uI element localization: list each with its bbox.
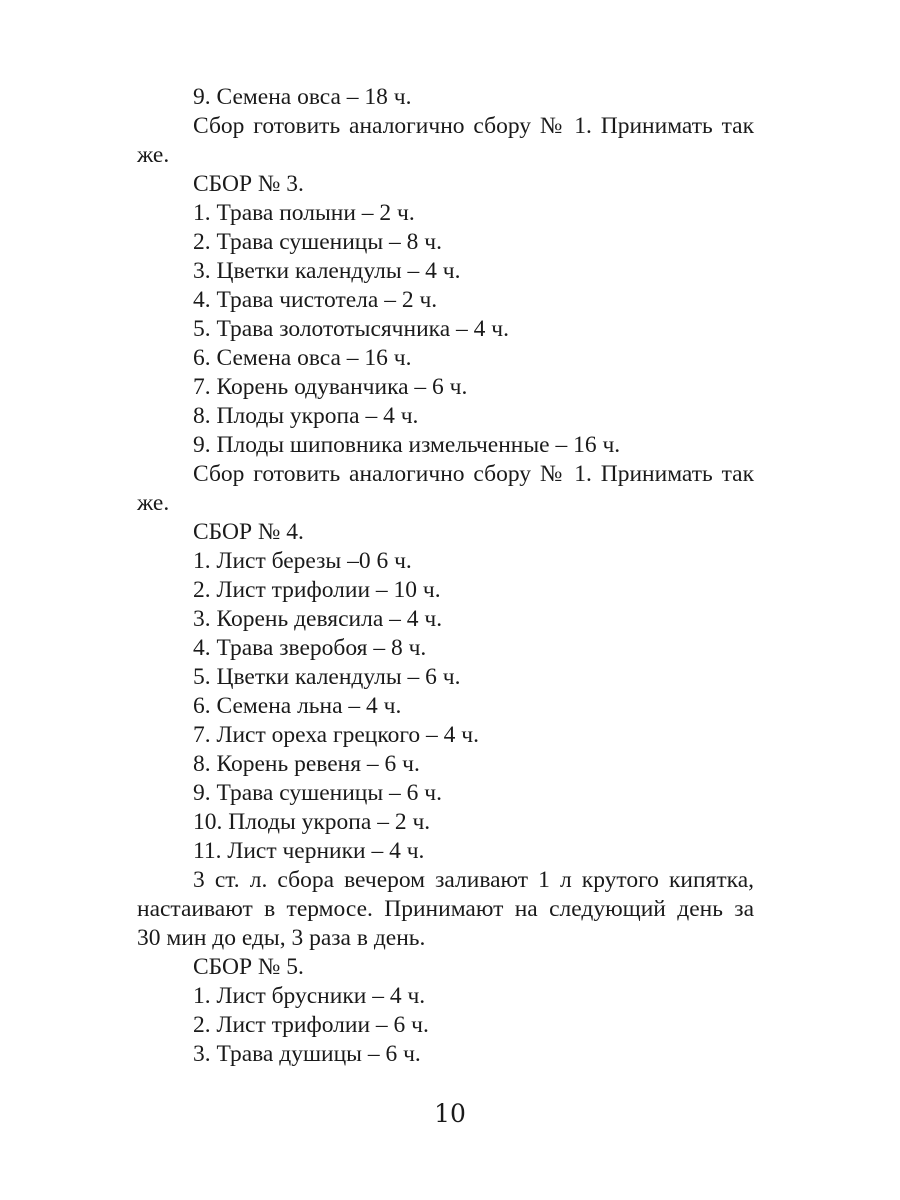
paragraph-line: Сбор готовить аналогично сбору № 1. Принимать так <box>193 461 754 487</box>
list-item: 3. Корень девясила – 4 ч. <box>193 606 443 632</box>
list-item: 5. Трава золототысячника – 4 ч. <box>193 316 509 342</box>
list-item: 9. Семена овса – 18 ч. <box>193 84 412 110</box>
paragraph-line: же. <box>137 490 170 516</box>
paragraph-line: настаивают в термосе. Принимают на следующий день за <box>137 896 754 922</box>
body-text <box>137 83 754 1069</box>
list-item: 1. Лист березы –0 6 ч. <box>193 548 412 574</box>
list-item: 7. Лист ореха грецкого – 4 ч. <box>193 722 479 748</box>
list-item: 11. Лист черники – 4 ч. <box>193 838 425 864</box>
paragraph-line: же. <box>137 142 170 168</box>
list-item: 6. Семена овса – 16 ч. <box>193 345 412 371</box>
list-item: 9. Плоды шиповника измельченные – 16 ч. <box>193 432 621 458</box>
list-item: 4. Трава чистотела – 2 ч. <box>193 287 438 313</box>
list-item: 8. Корень ревеня – 6 ч. <box>193 751 420 777</box>
list-item: 8. Плоды укропа – 4 ч. <box>193 403 419 429</box>
paragraph-line: Сбор готовить аналогично сбору № 1. Принимать так <box>193 113 754 139</box>
list-item: 7. Корень одуванчика – 6 ч. <box>193 374 468 400</box>
list-item: 1. Лист брусники – 4 ч. <box>193 983 426 1009</box>
list-item: 2. Трава сушеницы – 8 ч. <box>193 229 442 255</box>
list-item: 9. Трава сушеницы – 6 ч. <box>193 780 442 806</box>
section-heading: СБОР № 5. <box>193 954 304 980</box>
page-number: 10 <box>434 1099 466 1128</box>
list-item: 4. Трава зверобоя – 8 ч. <box>193 635 427 661</box>
list-item: 2. Лист трифолии – 10 ч. <box>193 577 441 603</box>
paragraph-line: 30 мин до еды, 3 раза в день. <box>137 925 426 951</box>
list-item: 3. Трава душицы – 6 ч. <box>193 1041 421 1067</box>
list-item: 2. Лист трифолии – 6 ч. <box>193 1012 429 1038</box>
list-item: 6. Семена льна – 4 ч. <box>193 693 402 719</box>
list-item: 10. Плоды укропа – 2 ч. <box>193 809 431 835</box>
list-item: 1. Трава полыни – 2 ч. <box>193 200 415 226</box>
paragraph-line: 3 ст. л. сбора вечером заливают 1 л крутого кипятка, <box>193 867 754 893</box>
list-item: 5. Цветки календулы – 6 ч. <box>193 664 461 690</box>
section-heading: СБОР № 4. <box>193 519 304 545</box>
section-heading: СБОР № 3. <box>193 171 304 197</box>
list-item: 3. Цветки календулы – 4 ч. <box>193 258 461 284</box>
